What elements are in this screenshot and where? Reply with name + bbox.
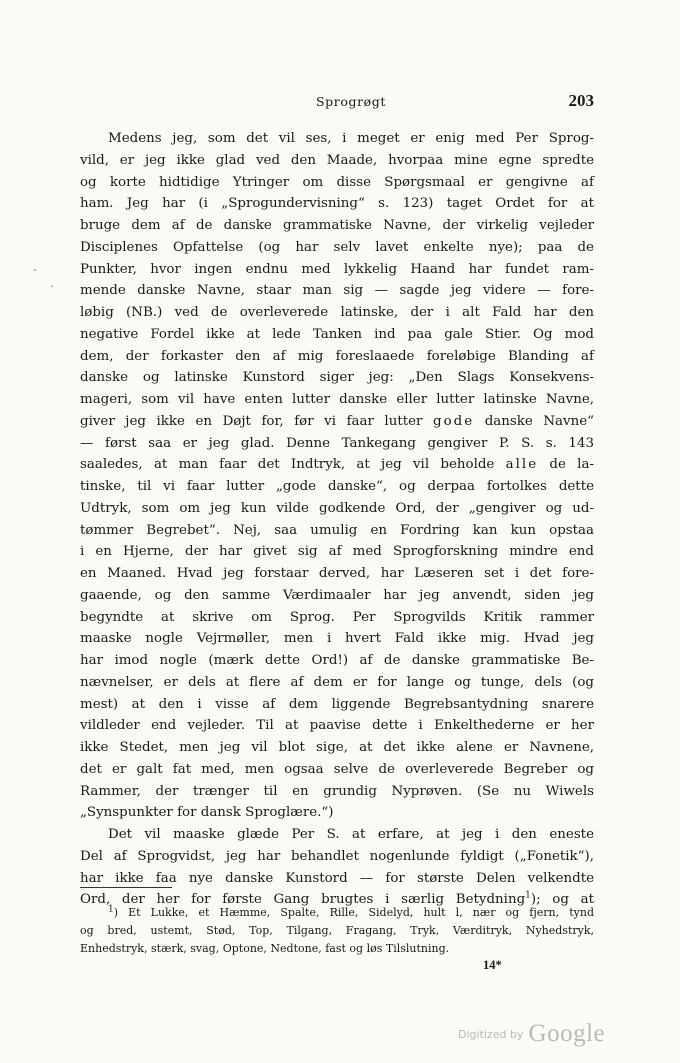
footnote-line: og bred, ustemt, Stød, Top, Tilgang, Fragang, Tryk, Værditryk, Nyhedstryk, — [80, 924, 594, 937]
text-segment: ) Et Lukke, et Hæmme, Spalte, Rille, Sidelyd, hult l, nær og fjern, tynd — [113, 906, 594, 919]
text-line: nævnelser, er dels at flere af dem er for lange og tunge, dels (og — [80, 674, 594, 690]
footnote-line: Enhedstryk, stærk, svag, Optone, Nedtone, fast og løs Tilslutning. — [80, 942, 450, 955]
text-line: i en Hjerne, der har givet sig af med Sprogforskning mindre end — [80, 544, 594, 560]
text-line: negative Fordel ikke at lede Tanken ind paa gale Stier. Og mod — [80, 326, 594, 342]
text-line: dem, der forkaster den af mig foreslaaede foreløbige Blanding af — [80, 348, 594, 364]
text-line: „Synspunkter for dansk Sproglære.“) — [80, 805, 334, 821]
watermark-prefix: Digitized by — [458, 1028, 524, 1041]
spaced-emphasis: gode — [433, 413, 475, 429]
text-line: tømmer Begrebet“. Nej, saa umulig en Fordring kan kun opstaa — [80, 522, 594, 538]
text-line: mest) at den i visse af dem liggende Begrebsantydning snarere — [80, 696, 594, 712]
text-segment: giver jeg ikke en Døjt for, før vi faar lutter — [80, 413, 423, 429]
text-segment: danske Navne“ — [484, 413, 595, 429]
digitized-watermark — [458, 1020, 605, 1048]
text-line: begyndte at skrive om Sprog. Per Sprogvilds Kritik rammer — [80, 609, 594, 625]
spaced-emphasis: alle — [505, 457, 539, 473]
google-logo: Google — [528, 1020, 606, 1047]
text-line: bruge dem af de danske grammatiske Navne, der virkelig vejleder — [80, 218, 594, 233]
text-line: Del af Sprogvidst, jeg har behandlet nogenlunde fyldigt („Fonetik“), — [80, 848, 594, 864]
text-line — [80, 454, 594, 476]
text-line: Udtryk, som om jeg kun vilde godkende Ord, der „gengiver og ud- — [80, 500, 594, 516]
text-line — [80, 411, 594, 433]
text-line: ham. Jeg har (i „Sprogundervisning“ s. 123) taget Ordet for at — [80, 196, 594, 212]
footnote-line — [80, 904, 594, 922]
text-line: Punkter, hvor ingen endnu med lykkelig Haand har fundet ram- — [80, 261, 594, 277]
text-line: maaske nogle Vejrmøller, men i hvert Fald ikke mig. Hvad jeg — [80, 631, 594, 647]
page-header — [108, 91, 594, 114]
text-line: det er galt fat med, men ogsaa selve de overleverede Begreber og — [80, 761, 594, 777]
text-line: ikke Stedet, men jeg vil blot sige, at det ikke alene er Navnene, — [80, 740, 594, 755]
body-text — [80, 128, 594, 911]
printer-signature: 14* — [483, 958, 502, 972]
margin-mark: - — [33, 263, 37, 276]
text-line: vild, er jeg ikke glad ved den Maade, hvorpaa mine egne spredte — [80, 152, 594, 168]
margin-mark: · — [50, 280, 54, 293]
text-line: en Maaned. Hvad jeg forstaar derved, har Læseren set i det fore- — [80, 566, 594, 581]
text-line: tinske, til vi faar lutter „gode danske“, og derpaa fortolkes dette — [80, 479, 594, 494]
footnote — [80, 904, 594, 958]
page-number: 203 — [568, 91, 594, 110]
text-line: mende danske Navne, staar man sig — sagde jeg videre — fore- — [80, 283, 594, 299]
running-title: Sprogrøgt — [316, 94, 386, 109]
text-line: Rammer, der trænger til en grundig Nyprøven. (Se nu Wiwels — [80, 783, 594, 799]
text-line: mageri, som vil have enten lutter danske eller lutter latinske Navne, — [80, 392, 594, 407]
text-line: har ikke faa nye danske Kunstord — for største Delen velkendte — [80, 870, 594, 886]
text-segment: Ord, der her for første Gang brugtes i særlig Betydning — [80, 892, 526, 908]
text-line: og korte hidtidige Ytringer om disse Spørgsmaal er gengivne af — [80, 174, 594, 190]
footnote-marker: 1 — [108, 904, 114, 915]
text-segment: saaledes, at man faar det Indtryk, at jeg vil beholde — [80, 457, 495, 473]
footnote-reference: 1 — [525, 890, 531, 901]
text-segment: ); og at — [530, 892, 594, 908]
text-line: Medens jeg, som det vil ses, i meget er enig med Per Sprog- — [108, 131, 594, 146]
text-line: — først saa er jeg glad. Denne Tankegang gengiver P. S. s. 143 — [80, 435, 594, 451]
text-line: Det vil maaske glæde Per S. at erfare, at jeg i den eneste — [108, 827, 594, 842]
text-line: har imod nogle (mærk dette Ord!) af de danske grammatiske Be- — [80, 653, 594, 668]
text-line: vildleder end vejleder. Til at paavise dette i Enkelthederne er her — [80, 718, 594, 734]
text-segment: de la- — [549, 457, 594, 473]
text-line: løbig (NB.) ved de overleverede latinske, der i alt Fald har den — [80, 305, 594, 320]
text-line: Disciplenes Opfattelse (og har selv lavet enkelte nye); paa de — [80, 239, 594, 255]
text-line: danske og latinske Kunstord siger jeg: „Den Slags Konsekvens- — [80, 370, 594, 386]
text-line: gaaende, og den samme Værdimaaler har jeg anvendt, siden jeg — [80, 587, 594, 603]
footnote-divider — [80, 887, 172, 888]
